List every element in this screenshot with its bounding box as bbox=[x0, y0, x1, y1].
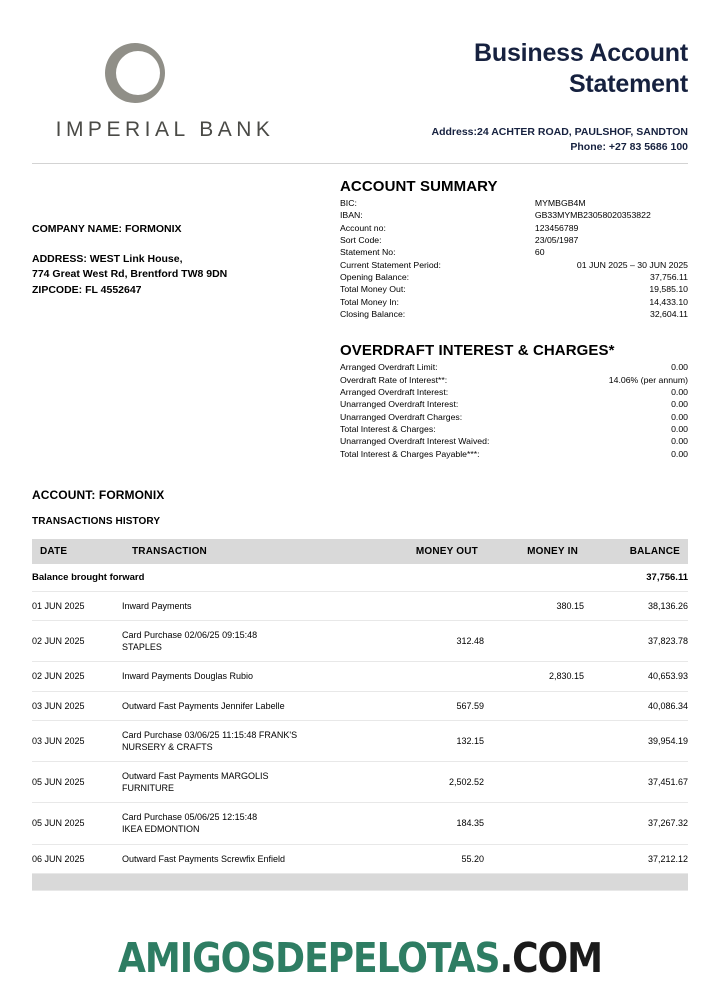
overdraft-label: Total Interest & Charges Payable***: bbox=[340, 448, 480, 459]
cell-transaction-line1: Card Purchase 03/06/25 11:15:48 FRANK'S bbox=[122, 729, 298, 740]
brought-forward-label: Balance brought forward bbox=[32, 564, 378, 592]
cell-balance: 37,823.78 bbox=[584, 621, 688, 662]
overdraft-label: Total Interest & Charges: bbox=[340, 423, 436, 434]
summary-label: Closing Balance: bbox=[340, 308, 406, 319]
summary-row bbox=[340, 209, 688, 221]
summary-row bbox=[340, 197, 688, 209]
column-header-money-in[interactable]: MONEY IN bbox=[484, 539, 584, 564]
cell-date: 06 JUN 2025 bbox=[32, 844, 122, 873]
summary-value: 23/05/1987 bbox=[534, 234, 579, 245]
summary-label: Total Money Out: bbox=[340, 284, 406, 295]
cell-money-out bbox=[378, 662, 484, 691]
cell-date: 05 JUN 2025 bbox=[32, 761, 122, 802]
summary-value: 19,585.10 bbox=[649, 284, 688, 295]
cell-balance: 37,451.67 bbox=[584, 761, 688, 802]
cell-transaction bbox=[122, 592, 378, 621]
cell-transaction-line2: NURSERY & CRAFTS bbox=[122, 741, 213, 752]
summary-label: Total Money In: bbox=[340, 296, 399, 307]
customer-address-line1: ADDRESS: WEST Link House, bbox=[32, 252, 183, 265]
watermark-primary: AMIGOSDEPELOTAS bbox=[117, 934, 500, 982]
overdraft-value: 0.00 bbox=[671, 436, 688, 447]
account-heading: ACCOUNT: FORMONIX bbox=[32, 488, 165, 502]
overdraft-rows bbox=[340, 361, 688, 460]
summary-label: Statement No: bbox=[340, 247, 396, 258]
table-row[interactable] bbox=[32, 691, 688, 720]
transactions-table-body bbox=[32, 564, 688, 890]
overdraft-label: Overdraft Rate of Interest**: bbox=[340, 374, 448, 385]
summary-label: BIC: bbox=[340, 197, 357, 208]
summary-row bbox=[340, 271, 688, 283]
balance-brought-forward-row bbox=[32, 564, 688, 592]
overdraft-label: Unarranged Overdraft Charges: bbox=[340, 411, 463, 422]
cell-transaction bbox=[122, 662, 378, 691]
cell-date: 01 JUN 2025 bbox=[32, 592, 122, 621]
bank-name: IMPERIAL BANK bbox=[55, 118, 275, 141]
overdraft-row bbox=[340, 361, 688, 373]
overdraft-label: Arranged Overdraft Interest: bbox=[340, 386, 449, 397]
overdraft-row bbox=[340, 423, 688, 435]
overdraft-row bbox=[340, 435, 688, 447]
account-summary-rows bbox=[340, 197, 688, 320]
cell-date: 02 JUN 2025 bbox=[32, 621, 122, 662]
page-title-line2: Statement bbox=[568, 69, 688, 98]
cell-balance: 37,212.12 bbox=[584, 844, 688, 873]
table-row[interactable] bbox=[32, 844, 688, 873]
summary-row bbox=[340, 296, 688, 308]
cell-transaction-line2: FURNITURE bbox=[122, 783, 174, 794]
cell-transaction bbox=[122, 691, 378, 720]
account-summary-title: ACCOUNT SUMMARY bbox=[340, 177, 498, 195]
table-row[interactable] bbox=[32, 621, 688, 662]
cell-transaction bbox=[122, 761, 378, 802]
customer-details bbox=[32, 178, 332, 460]
cell-money-in bbox=[484, 691, 584, 720]
summary-value: 123456789 bbox=[534, 222, 579, 233]
summary-value: GB33MYMB23058020353822 bbox=[534, 210, 651, 221]
table-row[interactable] bbox=[32, 592, 688, 621]
footer-band-cell bbox=[32, 873, 122, 890]
overdraft-value: 0.00 bbox=[671, 386, 688, 397]
cell-transaction-line1: Outward Fast Payments MARGOLIS bbox=[122, 770, 269, 781]
transactions-history-heading: TRANSACTIONS HISTORY bbox=[32, 516, 161, 527]
table-row[interactable] bbox=[32, 803, 688, 844]
customer-zipcode: ZIPCODE: FL 4552647 bbox=[32, 284, 142, 297]
column-header-transaction[interactable]: TRANSACTION bbox=[122, 539, 378, 564]
column-header-date[interactable]: DATE bbox=[32, 539, 122, 564]
page-title-line1: Business Account bbox=[474, 39, 688, 67]
bank-branding bbox=[32, 36, 292, 142]
summary-label: Sort Code: bbox=[340, 234, 382, 245]
overdraft-value: 0.00 bbox=[671, 399, 688, 410]
brought-forward-money-in bbox=[484, 564, 584, 592]
cell-money-out: 2,502.52 bbox=[378, 761, 484, 802]
summary-label: Account no: bbox=[340, 222, 386, 233]
footer-band-cell bbox=[484, 873, 584, 890]
cell-money-out: 312.48 bbox=[378, 621, 484, 662]
summary-value: 60 bbox=[534, 247, 545, 258]
cell-money-in bbox=[484, 844, 584, 873]
page-title bbox=[292, 38, 688, 99]
summary-row bbox=[340, 308, 688, 320]
cell-transaction-line1: Inward Payments bbox=[122, 601, 192, 611]
footer-band-cell bbox=[584, 873, 688, 890]
section-spacer bbox=[340, 320, 688, 342]
statement-body bbox=[32, 178, 688, 460]
overdraft-value: 0.00 bbox=[671, 423, 688, 434]
table-row[interactable] bbox=[32, 761, 688, 802]
cell-balance: 39,954.19 bbox=[584, 720, 688, 761]
bank-phone: Phone: +27 83 5686 100 bbox=[570, 140, 688, 153]
cell-money-in bbox=[484, 621, 584, 662]
cell-transaction bbox=[122, 844, 378, 873]
overdraft-label: Arranged Overdraft Limit: bbox=[340, 362, 438, 373]
cell-balance: 38,136.26 bbox=[584, 592, 688, 621]
overdraft-row bbox=[340, 386, 688, 398]
cell-money-in bbox=[484, 720, 584, 761]
column-header-balance[interactable]: BALANCE bbox=[584, 539, 688, 564]
summary-label: Current Statement Period: bbox=[340, 259, 441, 270]
cell-money-out: 132.15 bbox=[378, 720, 484, 761]
transactions-table-head bbox=[32, 539, 688, 564]
overdraft-row bbox=[340, 374, 688, 386]
summary-column bbox=[332, 178, 688, 460]
bank-address: Address:24 ACHTER ROAD, PAULSHOF, SANDTON bbox=[431, 126, 688, 138]
cell-date: 03 JUN 2025 bbox=[32, 691, 122, 720]
overdraft-row bbox=[340, 448, 688, 460]
cell-money-in: 380.15 bbox=[484, 592, 584, 621]
cell-money-in bbox=[484, 761, 584, 802]
column-header-money-out[interactable]: MONEY OUT bbox=[378, 539, 484, 564]
summary-row bbox=[340, 259, 688, 271]
summary-value: 37,756.11 bbox=[649, 271, 688, 282]
summary-row bbox=[340, 234, 688, 246]
overdraft-label: Unarranged Overdraft Interest: bbox=[340, 399, 459, 410]
cell-transaction bbox=[122, 720, 378, 761]
cell-transaction-line1: Outward Fast Payments Screwfix Enfield bbox=[122, 853, 286, 864]
bank-contact-block bbox=[292, 125, 688, 155]
table-row[interactable] bbox=[32, 662, 688, 691]
cell-transaction-line1: Card Purchase 02/06/25 09:15:48 bbox=[122, 630, 258, 641]
table-footer-band bbox=[32, 873, 688, 890]
overdraft-title: OVERDRAFT INTEREST & CHARGES* bbox=[340, 342, 615, 360]
overdraft-value: 0.00 bbox=[671, 362, 688, 373]
summary-row bbox=[340, 222, 688, 234]
summary-value: 32,604.11 bbox=[649, 308, 688, 319]
cell-date: 05 JUN 2025 bbox=[32, 803, 122, 844]
document-header bbox=[32, 0, 688, 155]
summary-value: MYMBGB4M bbox=[534, 197, 586, 208]
cell-money-in bbox=[484, 803, 584, 844]
cell-money-in: 2,830.15 bbox=[484, 662, 584, 691]
transactions-table bbox=[32, 539, 688, 891]
overdraft-label: Unarranged Overdraft Interest Waived: bbox=[340, 436, 490, 447]
brought-forward-money-out bbox=[378, 564, 484, 592]
customer-address-line2: 774 Great West Rd, Brentford TW8 9DN bbox=[32, 268, 228, 281]
cell-transaction-line1: Card Purchase 05/06/25 12:15:48 bbox=[122, 812, 258, 823]
cell-date: 02 JUN 2025 bbox=[32, 662, 122, 691]
footer-band-cell bbox=[378, 873, 484, 890]
summary-label: Opening Balance: bbox=[340, 271, 410, 282]
watermark-secondary: .COM bbox=[499, 934, 602, 982]
header-divider bbox=[32, 163, 688, 164]
cell-money-out: 55.20 bbox=[378, 844, 484, 873]
cell-money-out bbox=[378, 592, 484, 621]
overdraft-row bbox=[340, 398, 688, 410]
summary-value: 14,433.10 bbox=[649, 296, 688, 307]
account-summary-table bbox=[340, 197, 688, 320]
overdraft-value: 14.06% (per annum) bbox=[608, 374, 688, 385]
site-watermark bbox=[43, 934, 677, 982]
cell-transaction bbox=[122, 621, 378, 662]
document-title-block bbox=[292, 36, 688, 155]
overdraft-row bbox=[340, 411, 688, 423]
overdraft-value: 0.00 bbox=[671, 411, 688, 422]
cell-balance: 37,267.32 bbox=[584, 803, 688, 844]
overdraft-table bbox=[340, 361, 688, 460]
ring-logo-icon bbox=[104, 42, 166, 104]
table-row[interactable] bbox=[32, 720, 688, 761]
summary-row bbox=[340, 283, 688, 295]
overdraft-value: 0.00 bbox=[671, 448, 688, 459]
cell-transaction bbox=[122, 803, 378, 844]
cell-balance: 40,653.93 bbox=[584, 662, 688, 691]
cell-transaction-line1: Outward Fast Payments Jennifer Labelle bbox=[122, 700, 285, 711]
cell-transaction-line2: STAPLES bbox=[122, 642, 162, 653]
cell-transaction-line2: IKEA EDMONTION bbox=[122, 824, 200, 835]
cell-money-out: 184.35 bbox=[378, 803, 484, 844]
cell-balance: 40,086.34 bbox=[584, 691, 688, 720]
summary-row bbox=[340, 246, 688, 258]
table-header-row bbox=[32, 539, 688, 564]
summary-label: IBAN: bbox=[340, 210, 363, 221]
footer-band-cell bbox=[122, 873, 378, 890]
cell-transaction-line1: Inward Payments Douglas Rubio bbox=[122, 671, 254, 682]
brought-forward-balance: 37,756.11 bbox=[584, 564, 688, 592]
summary-value: 01 JUN 2025 – 30 JUN 2025 bbox=[576, 259, 688, 270]
customer-company-name: COMPANY NAME: FORMONIX bbox=[32, 222, 182, 235]
cell-money-out: 567.59 bbox=[378, 691, 484, 720]
cell-date: 03 JUN 2025 bbox=[32, 720, 122, 761]
